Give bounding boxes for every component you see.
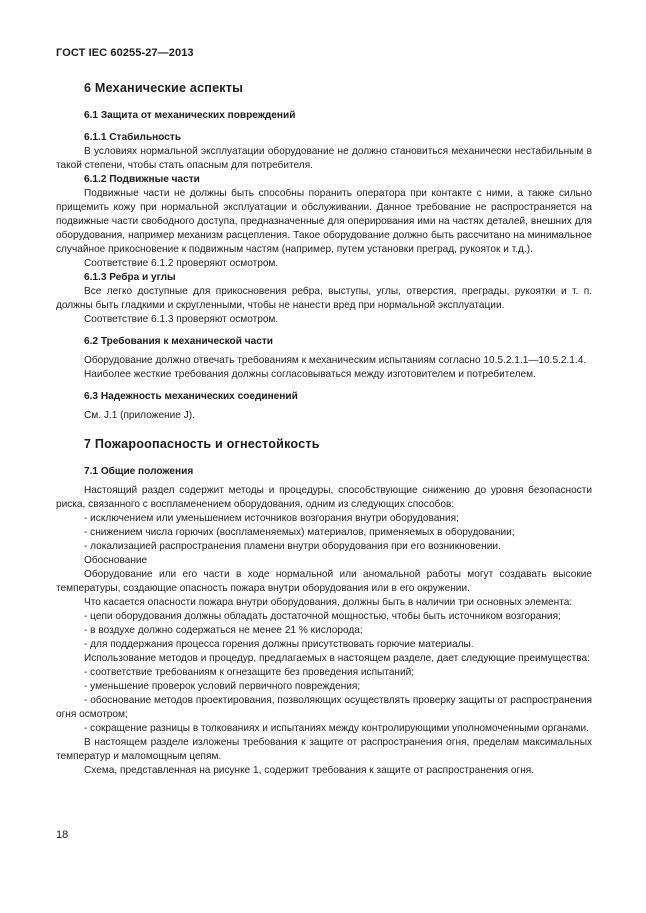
- paragraph: Наиболее жесткие требования должны согласовываться между изготовителем и потребителем.: [84, 369, 536, 380]
- standard-header: ГОСТ IEC 60255-27—2013: [56, 47, 194, 59]
- list-item: - локализацией распространения пламени внутри оборудования при его возникновении.: [84, 541, 501, 552]
- list-item: - для поддержания процесса горения должны присутствовать горючие материалы.: [84, 639, 474, 650]
- paragraph: Подвижные части не должны быть способны поранить оператора при контакте с ними, а также сильно прищемить кожу при нормальной эксплуатации и обслуживании. Данное требование не распространяется на подвижные части свободного доступа, предназначенные для оперирования ими на частях деталей, внешних для оборудования, например механизм расцепления. Такое оборудование должно быть рассчитано на минимальное случайное прикосновение к подвижным частям (например, путем установки преград, рукояток и т.д.).: [56, 188, 592, 255]
- paragraph: В настоящем разделе изложены требования к защите от распространения огня, пределам максимальных температур и маломощным цепям.: [56, 737, 592, 762]
- list-item: - уменьшение проверок условий первичного повреждения;: [84, 681, 361, 692]
- section-6-1-3-title: 6.1.3 Ребра и углы: [84, 272, 176, 283]
- list-item: - в воздухе должно содержаться не менее 21 % кислорода;: [84, 625, 363, 636]
- paragraph: Все легко доступные для прикосновения ребра, выступы, углы, отверстия, преграды, рукоятки и т. п. должны быть гладкими и скругленными, чтобы не нанести вред при нормальной эксплуатации.: [56, 286, 592, 311]
- paragraph: В условиях нормальной эксплуатации оборудование не должно становиться механически нестабильным в такой степени, чтобы стать опасным для потребителя.: [56, 146, 592, 171]
- page-body: [56, 79, 592, 778]
- list-item: - исключением или уменьшением источников возгорания внутри оборудования;: [84, 513, 459, 524]
- list-item: - сокращение разницы в толкованиях и испытаниях между контролирующими уполномоченными органами.: [84, 723, 589, 734]
- section-6-1-title: 6.1 Защита от механических повреждений: [84, 110, 296, 121]
- section-6-2-title: 6.2 Требования к механической части: [84, 336, 273, 347]
- paragraph: Соответствие 6.1.3 проверяют осмотром.: [84, 314, 279, 325]
- paragraph: Обоснование: [84, 555, 148, 566]
- list-item: - обоснование методов проектирования, позволяющих осуществлять проверку защиты от распространения огня осмотром;: [56, 695, 592, 720]
- section-7-1-title: 7.1 Общие положения: [84, 466, 194, 477]
- section-6-1-2-title: 6.1.2 Подвижные части: [84, 174, 200, 185]
- paragraph: Оборудование или его части в ходе нормальной или аномальной работы могут создавать высокие температуры, создающие опасность пожара внутри оборудования или в его окружении.: [56, 569, 592, 594]
- page-number: 18: [56, 829, 69, 841]
- paragraph: Оборудование должно отвечать требованиям к механическим испытаниям согласно 10.5.2.1.1—10.5.2.1.4.: [84, 355, 587, 366]
- section-7-title: 7 Пожароопасность и огнестойкость: [84, 437, 320, 451]
- list-item: - соответствие требованиям к огнезащите без проведения испытаний;: [84, 667, 415, 678]
- list-item: - снижением числа горючих (воспламеняемых) материалов, применяемых в оборудовании;: [84, 527, 515, 538]
- section-6-1-1-title: 6.1.1 Стабильность: [84, 132, 182, 143]
- paragraph: Соответствие 6.1.2 проверяют осмотром.: [84, 258, 279, 269]
- paragraph: Схема, представленная на рисунке 1, содержит требования к защите от распространения огня.: [84, 765, 535, 776]
- paragraph: Что касается опасности пожара внутри оборудования, должны быть в наличии три основных элемента:: [84, 597, 573, 608]
- section-6-3-title: 6.3 Надежность механических соединений: [84, 391, 298, 402]
- paragraph: См. J.1 (приложение J).: [84, 410, 195, 421]
- list-item: - цепи оборудования должны обладать достаточной мощностью, чтобы быть источником возгорания;: [84, 611, 561, 622]
- paragraph: Настоящий раздел содержит методы и процедуры, способствующие снижению до уровня безопасности риска, связанного с воспламенением оборудования, одним из следующих способов:: [56, 485, 592, 510]
- paragraph: Использование методов и процедур, предлагаемых в настоящем разделе, дает следующие преимущества:: [84, 653, 590, 664]
- section-6-title: 6 Механические аспекты: [84, 81, 244, 95]
